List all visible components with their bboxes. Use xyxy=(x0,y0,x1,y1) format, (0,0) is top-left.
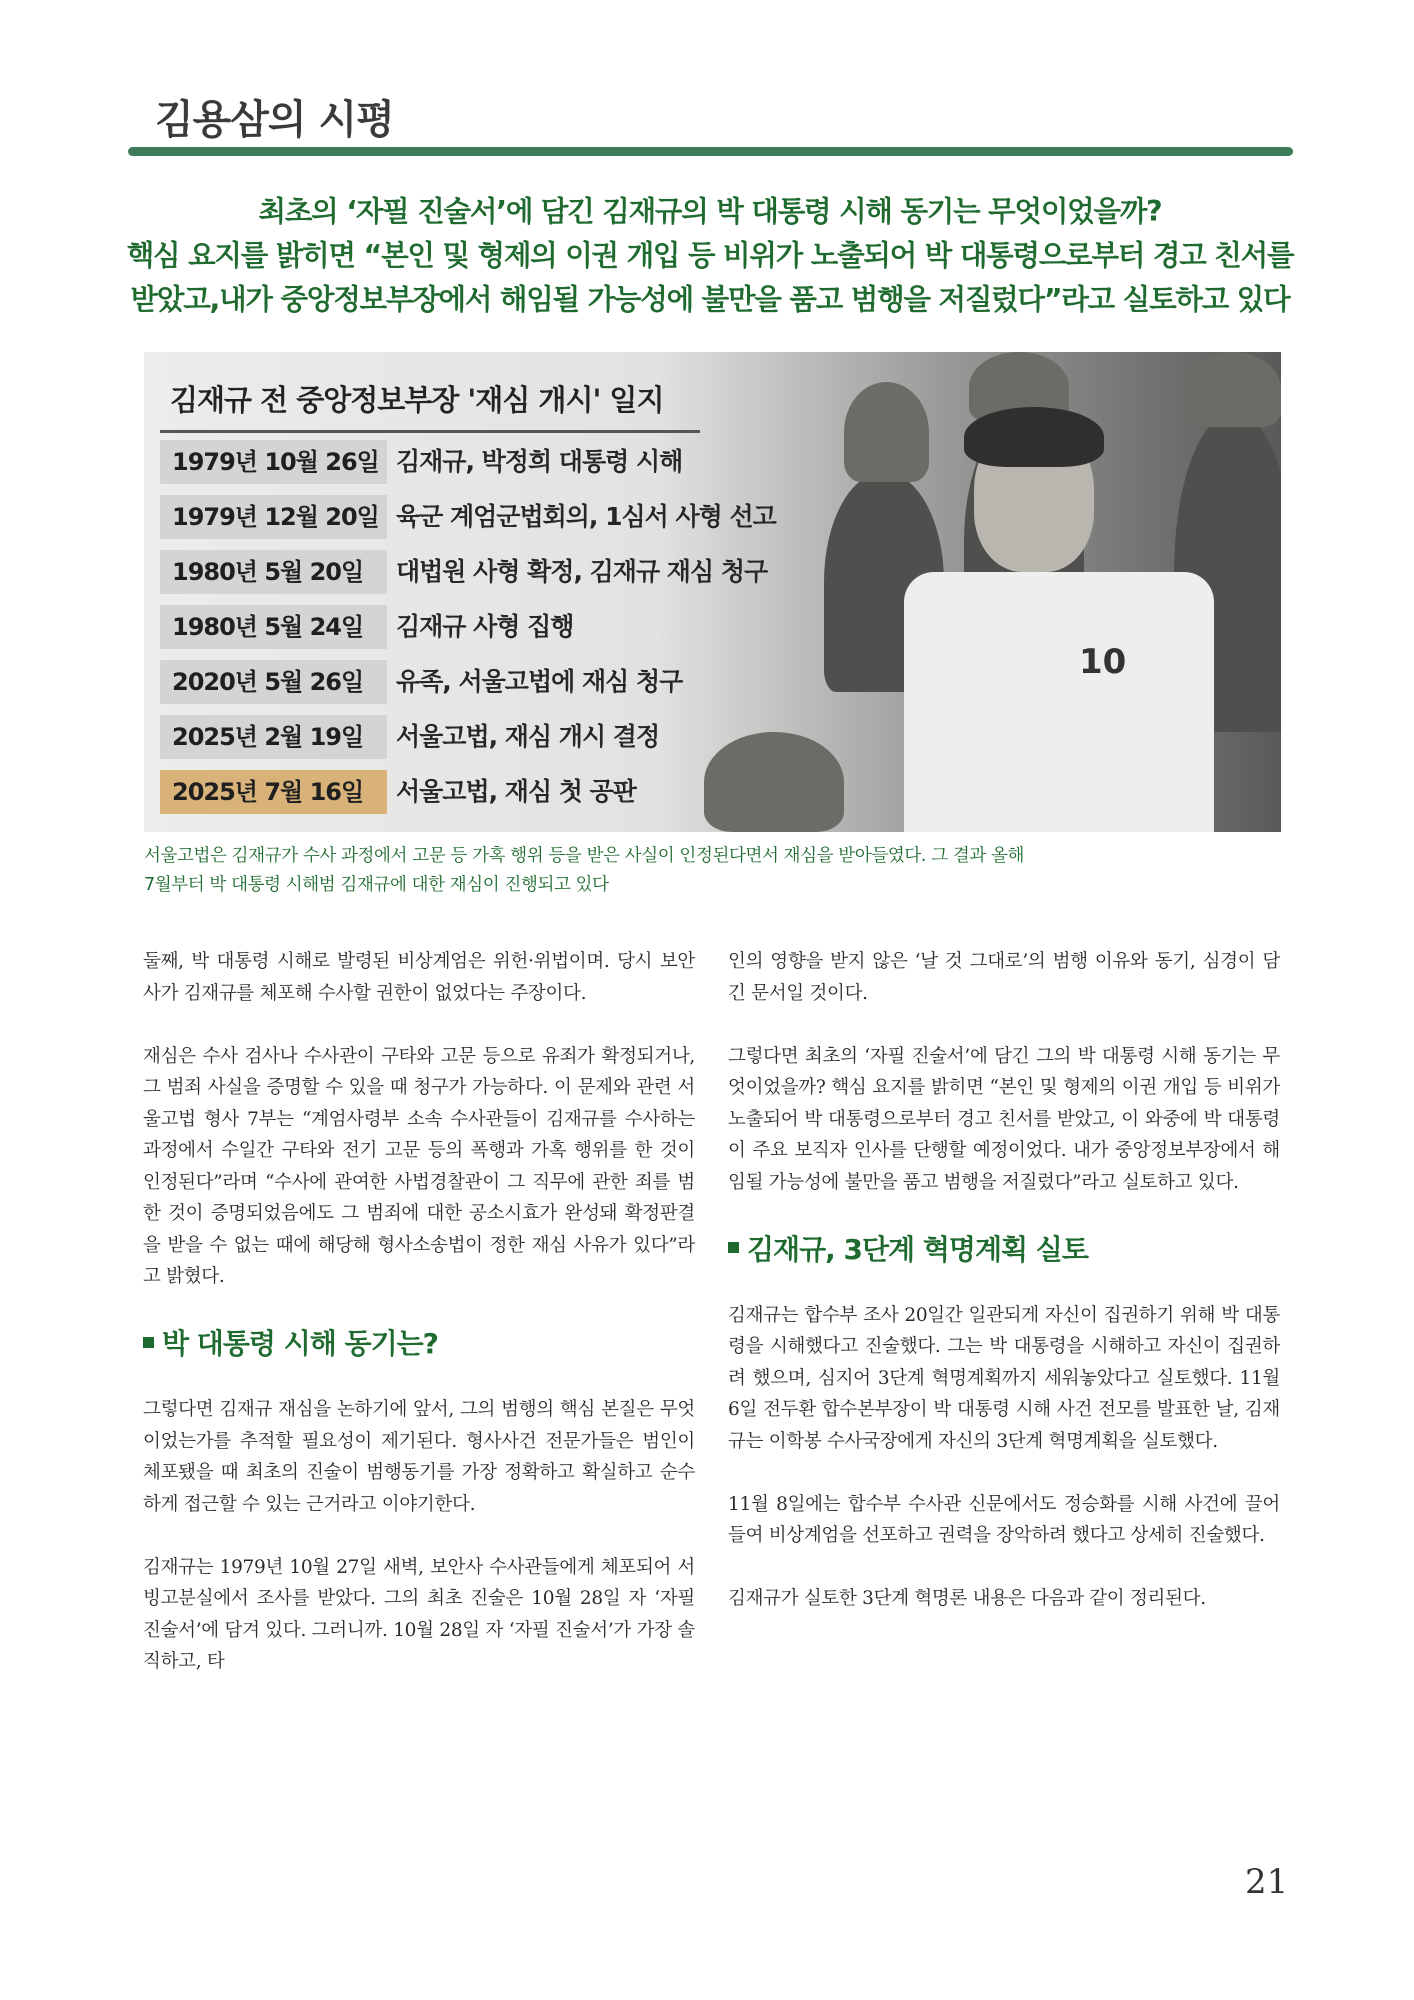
paragraph: 김재규가 실토한 3단계 혁명론 내용은 다음과 같이 정리된다. xyxy=(728,1588,1206,1609)
lead-line: 최초의 ‘자필 진술서’에 담긴 김재규의 박 대통령 시해 동기는 무엇이었을까? xyxy=(258,195,1162,228)
timeline-event: 김재규, 박정희 대통령 시해 xyxy=(396,447,683,476)
timeline-date: 1979년 12월 20일 xyxy=(160,495,387,539)
caption-line: 서울고법은 김재규가 수사 과정에서 고문 등 가혹 행위 등을 받은 사실이 인정된다면서 재심을 받아들였다. 그 결과 올해 xyxy=(144,846,1025,866)
timeline-event: 김재규 사형 집행 xyxy=(396,612,574,641)
timeline-event: 대법원 사형 확정, 김재규 재심 청구 xyxy=(396,557,768,586)
photo-helmet xyxy=(704,732,844,832)
timeline-figure xyxy=(144,352,1281,832)
photo-helmet xyxy=(844,382,929,482)
article-column-left xyxy=(143,946,695,1709)
lead-summary xyxy=(120,190,1300,322)
lead-line: 핵심 요지를 밝히면 “본인 및 형제의 이권 개입 등 비위가 노출되어 박 대통령으로부터 경고 친서를 xyxy=(126,239,1294,272)
paragraph: 그렇다면 김재규 재심을 논하기에 앞서, 그의 범행의 핵심 본질은 무엇이었는가를 추적할 필요성이 제기된다. 형사사건 전문가들은 범인이 체포됐을 때 최초의 진술이 범행동기를 가장 정확하고 확실하고 순수하게 접근할 수 있는 근거라고 이야기한다. xyxy=(143,1399,695,1515)
photo-hair xyxy=(964,407,1104,467)
timeline-event: 서울고법, 재심 개시 결정 xyxy=(396,722,660,751)
figure-title-underline xyxy=(160,430,700,433)
timeline-date: 1980년 5월 24일 xyxy=(160,605,387,649)
paragraph: 11월 8일에는 합수부 수사관 신문에서도 정승화를 시해 사건에 끌어들여 비상계엄을 선포하고 권력을 장악하려 했다고 상세히 진술했다. xyxy=(728,1493,1280,1546)
lead-line: 받았고,내가 중앙정보부장에서 해임될 가능성에 불만을 품고 범행을 저질렀다”라고 실토하고 있다 xyxy=(130,283,1290,316)
paragraph: 인의 영향을 받지 않은 ‘날 것 그대로’의 범행 이유와 동기, 심경이 담긴 문서일 것이다. xyxy=(728,951,1280,1004)
bullet-square-icon xyxy=(728,1242,739,1253)
robe-number-tag: 10 xyxy=(1079,642,1127,682)
page-number: 21 xyxy=(1245,1862,1289,1902)
timeline-event: 육군 계엄군법회의, 1심서 사형 선고 xyxy=(396,502,776,531)
photo-helmet xyxy=(1184,352,1281,427)
paragraph: 재심은 수사 검사나 수사관이 구타와 고문 등으로 유죄가 확정되거나, 그 범죄 사실을 증명할 수 있을 때 청구가 가능하다. 이 문제와 관련 서울고법 형사 7부는 “계엄사령부 소속 수사관들이 김재규를 수사하는 과정에서 수일간 구타와 전기 고문 등의 폭행과 가혹 행위를 한 것이 인정된다”라며 “수사에 관여한 사법경찰관이 그 직무에 관한 죄를 범한 것이 증명되었음에도 그 범죄에 대한 공소시효가 완성돼 확정판결을 받을 수 없는 때에 해당해 형사소송법이 정한 재심 사유가 있다”라고 밝혔다. xyxy=(143,1045,695,1287)
section-heading-text: 김재규, 3단계 혁명계획 실토 xyxy=(747,1232,1088,1266)
section-heading xyxy=(728,1230,1280,1270)
timeline-date: 2025년 2월 19일 xyxy=(160,715,387,759)
timeline-date-highlighted: 2025년 7월 16일 xyxy=(160,770,387,814)
caption-line: 7월부터 박 대통령 시해범 김재규에 대한 재심이 진행되고 있다 xyxy=(144,875,609,895)
section-heading xyxy=(143,1324,695,1364)
bullet-square-icon xyxy=(143,1337,154,1348)
paragraph: 김재규는 합수부 조사 20일간 일관되게 자신이 집권하기 위해 박 대통령을 시해했다고 진술했다. 그는 박 대통령을 시해하고 자신이 집권하려 했으며, 심지어 3단계 혁명계획까지 세워놓았다고 실토했다. 11월 6일 전두환 합수본부장이 박 대통령 시해 사건 전모를 발표한 날, 김재규는 이학봉 수사국장에게 자신의 3단계 혁명계획을 실토했다. xyxy=(728,1304,1280,1452)
figure-caption xyxy=(144,842,1284,900)
timeline-event: 서울고법, 재심 첫 공판 xyxy=(396,777,636,806)
paragraph: 김재규는 1979년 10월 27일 새벽, 보안사 수사관들에게 체포되어 서빙고분실에서 조사를 받았다. 그의 최초 진술은 10월 28일 자 ‘자필 진술서’에 담겨 있다. 그러니까. 10월 28일 자 ‘자필 진술서’가 가장 솔직하고, 타 xyxy=(143,1556,695,1672)
section-title: 김용삼의 시평 xyxy=(155,97,394,143)
section-heading-text: 박 대통령 시해 동기는? xyxy=(162,1327,438,1360)
header-divider xyxy=(128,147,1293,156)
timeline-date: 1980년 5월 20일 xyxy=(160,550,387,594)
paragraph: 둘째, 박 대통령 시해로 발령된 비상계엄은 위헌·위법이며. 당시 보안사가 김재규를 체포해 수사할 권한이 없었다는 주장이다. xyxy=(143,951,695,1004)
photo-robe xyxy=(904,572,1214,832)
timeline-event: 유족, 서울고법에 재심 청구 xyxy=(396,667,683,696)
timeline-date: 1979년 10월 26일 xyxy=(160,440,387,484)
timeline-date: 2020년 5월 26일 xyxy=(160,660,387,704)
figure-title: 김재규 전 중앙정보부장 '재심 개시' 일지 xyxy=(170,383,664,417)
article-column-right xyxy=(728,946,1280,1646)
paragraph: 그렇다면 최초의 ‘자필 진술서’에 담긴 그의 박 대통령 시해 동기는 무엇이었을까? 핵심 요지를 밝히면 “본인 및 형제의 이권 개입 등 비위가 노출되어 박 대통령으로부터 경고 친서를 받았고, 이 와중에 박 대통령이 주요 보직자 인사를 단행할 예정이었다. 내가 중앙정보부장에서 해임될 가능성에 불만을 품고 범행을 저질렀다”라고 실토하고 있다. xyxy=(728,1045,1280,1193)
